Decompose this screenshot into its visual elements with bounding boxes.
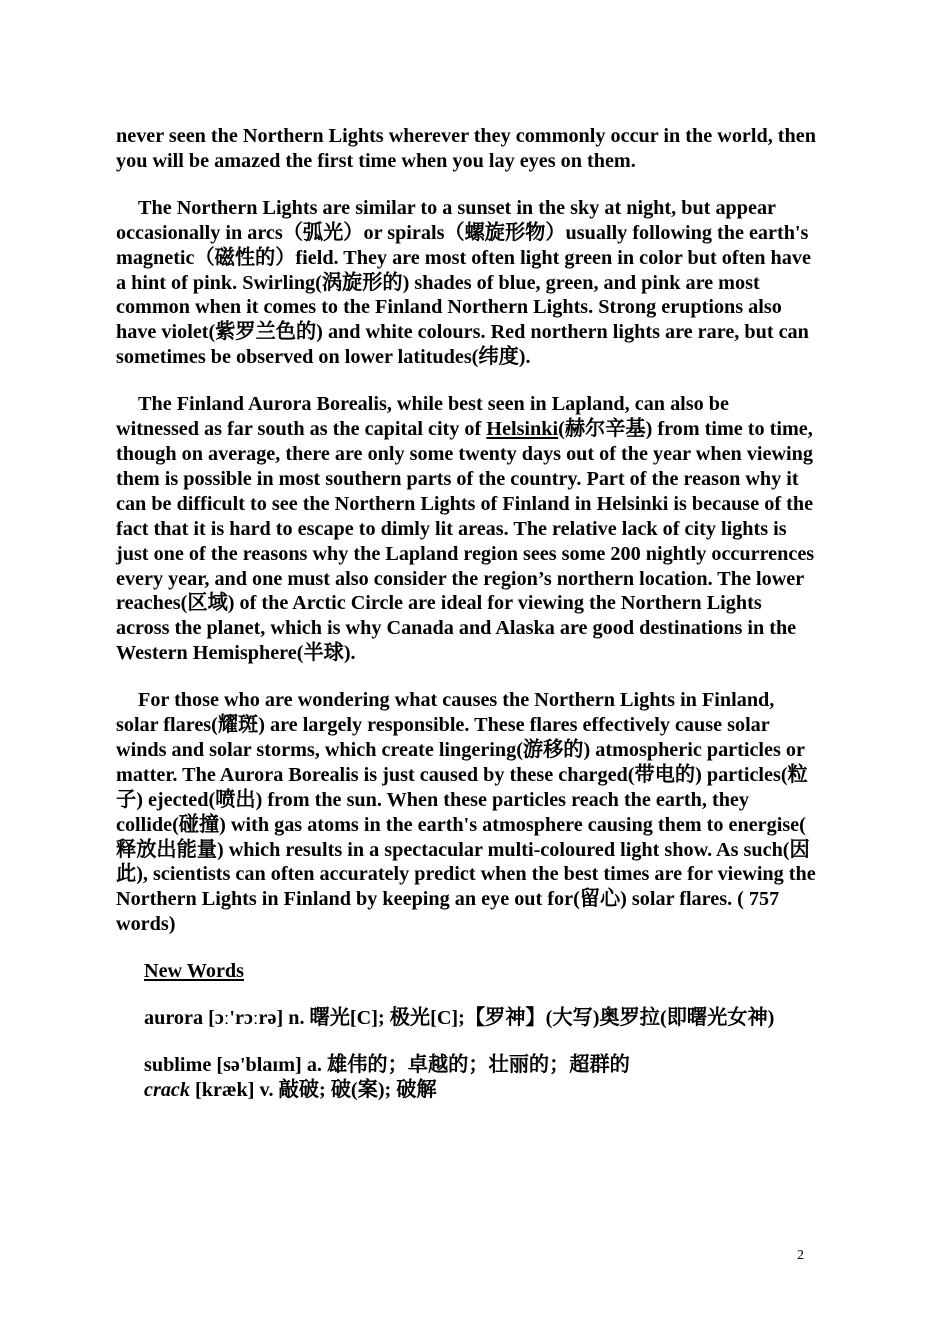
helsinki-link[interactable]: Helsinki <box>486 418 559 441</box>
paragraph-intro: never seen the Northern Lights wherever they commonly occur in the world, then you will be amazed the first time when you lay eyes on them. <box>116 125 816 172</box>
page-number: 2 <box>797 1248 804 1263</box>
vocab-sublime-text: sublime [sə'blaɪm] a. 雄伟的；卓越的；壮丽的；超群的 <box>144 1054 630 1076</box>
paragraph-appearance: The Northern Lights are similar to a sunset in the sky at night, but appear occasionally in arcs（弧光）or spirals（螺旋形物）usually following the earth's magnetic（磁性的）field. They are most often light green in color but often have a hint of pink. Swirling(涡旋形的) shades of blue, green, and pink are most common when it comes to the Finland Northern Lights. Strong eruptions also have violet(紫罗兰色的) and white colours. Red northern lights are rare, but can sometimes be observed on lower latitudes(纬度). <box>116 196 811 369</box>
document-page <box>116 124 816 1125</box>
paragraph-helsinki <box>116 392 816 666</box>
paragraph-helsinki-text-before: The Finland Aurora Borealis, while best seen in Lapland, can also be witnessed as far south as the capital city of <box>116 393 729 441</box>
paragraph-causes: For those who are wondering what causes the Northern Lights in Finland, solar flares(耀斑) are largely responsible. These flares effectively cause solar winds and solar storms, which create lingering(游移的) atmospheric particles or matter. The Aurora Borealis is just caused by these charged(带电的) particles(粒子) ejected(喷出) from the sun. When these particles reach the earth, they collide(碰撞) with gas atoms in the earth's atmosphere causing them to energise( 释放出能量) which results in a spectacular multi-coloured light show. As such(因此), scientists can often accurately predict when the best times are for viewing the Northern Lights in Finland by keeping an eye out for(留心) solar flares. ( 757 words) <box>116 689 816 936</box>
vocab-crack-definition: [kræk] v. 敲破; 破(案); 破解 <box>189 1078 437 1101</box>
vocab-entries-sublime-crack <box>144 1053 816 1103</box>
vocab-entry-aurora <box>144 1006 816 1031</box>
vocab-aurora-text: aurora [ɔː'rɔːrə] n. 曙光[C]; 极光[C];【罗神】(大写)奥罗拉(即曙光女神) <box>144 1007 775 1030</box>
vocab-crack-word: crack <box>144 1078 190 1101</box>
new-words-heading: New Words <box>144 960 245 983</box>
vocab-crack-line <box>144 1078 816 1103</box>
paragraph-helsinki-text-after: (赫尔辛基) from time to time, though on average, there are only some twenty days out of the year when viewing them is possible in most southern parts of the country. Part of the reason why it can be difficult to see the Northern Lights of Finland in Helsinki is because of the fact that it is hard to escape to dimly lit areas. The relative lack of city lights is just one of the reasons why the Lapland region sees some 200 nightly occurrences every year, and one must also consider the region’s northern location. The lower reaches(区域) of the Arctic Circle are ideal for viewing the Northern Lights across the planet, which is why Canada and Alaska are good destinations in the Western Hemisphere(半球). <box>116 418 815 665</box>
